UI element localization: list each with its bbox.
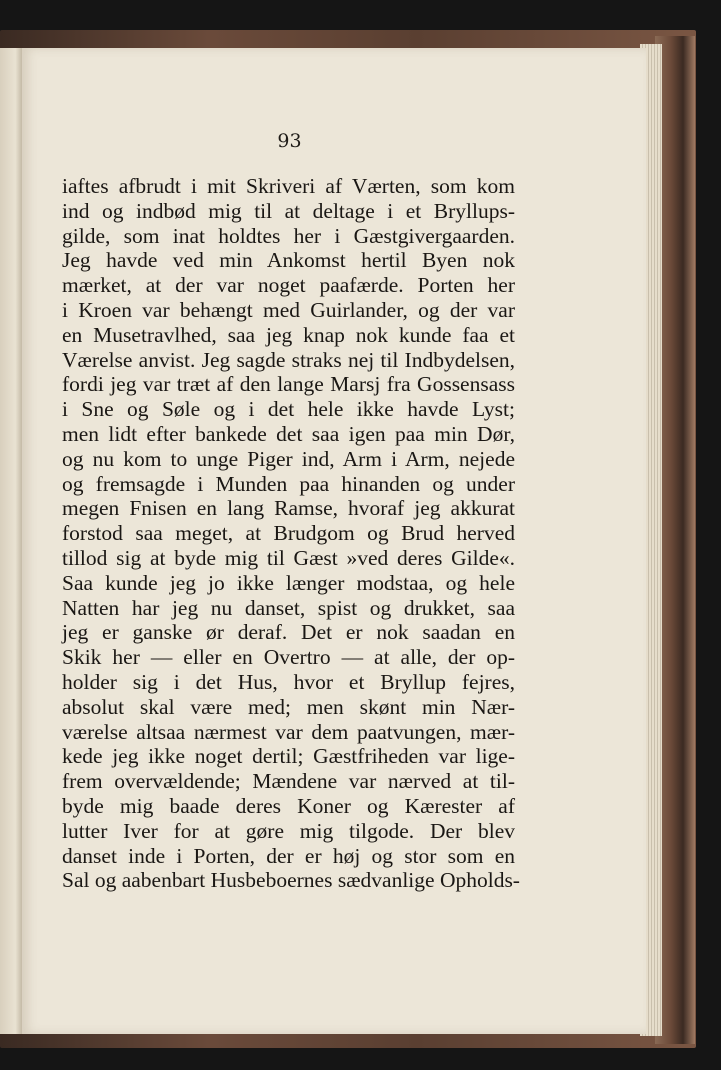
- text-line: Sal og aabenbart Husbeboernes sædvanlige Opholds-: [62, 868, 520, 893]
- text-line: en Musetravlhed, saa jeg knap nok kunde faa et: [62, 322, 515, 347]
- text-line: Natten har jeg nu danset, spist og drukket, saa: [62, 595, 515, 620]
- text-line: gilde, som inat holdtes her i Gæstgivergaarden.: [62, 223, 515, 248]
- text-line: forstod saa meget, at Brudgom og Brud herved: [62, 521, 515, 546]
- text-line: mærket, at der var noget paafærde. Porten her: [62, 273, 515, 298]
- text-line: ind og indbød mig til at deltage i et Bryllups-: [62, 198, 515, 223]
- text-line: Saa kunde jeg jo ikke længer modstaa, og hele: [62, 570, 515, 595]
- text-line: men lidt efter bankede det saa igen paa min Dør,: [62, 421, 515, 446]
- body-text: [62, 174, 520, 893]
- text-line: fordi jeg var træt af den lange Marsj fra Gossensass: [62, 372, 515, 397]
- text-line: og fremsagde i Munden paa hinanden og under: [62, 471, 515, 496]
- left-page-sliver: [0, 48, 22, 1034]
- text-line: og nu kom to unge Piger ind, Arm i Arm, nejede: [62, 446, 515, 471]
- text-line: jeg er ganske ør deraf. Det er nok saadan en: [62, 620, 515, 645]
- text-line: Værelse anvist. Jeg sagde straks nej til Indbydelsen,: [62, 347, 515, 372]
- text-line: værelse altsaa nærmest var dem paatvungen, mær-: [62, 719, 515, 744]
- text-line: danset inde i Porten, der er høj og stor som en: [62, 843, 515, 868]
- text-line: Jeg havde ved min Ankomst hertil Byen nok: [62, 248, 515, 273]
- text-line: kede jeg ikke noget dertil; Gæstfriheden var lige-: [62, 744, 515, 769]
- text-line: tillod sig at byde mig til Gæst »ved deres Gilde«.: [62, 545, 515, 570]
- text-line: holder sig i det Hus, hvor et Bryllup fejres,: [62, 669, 515, 694]
- text-line: Skik her — eller en Overtro — at alle, der op-: [62, 645, 515, 670]
- text-line: absolut skal være med; men skønt min Nær-: [62, 694, 515, 719]
- text-line: i Sne og Søle og i det hele ikke havde Lyst;: [62, 397, 515, 422]
- text-line: iaftes afbrudt i mit Skriveri af Værten, som kom: [62, 174, 515, 198]
- book-page: [22, 48, 646, 1034]
- text-line: frem overvældende; Mændene var nærved at til-: [62, 769, 515, 794]
- text-line: byde mig baade deres Koner og Kærester af: [62, 793, 515, 818]
- text-line: lutter Iver for at gøre mig tilgode. Der blev: [62, 818, 515, 843]
- text-line: i Kroen var behængt med Guirlander, og der var: [62, 297, 515, 322]
- page-number: 93: [277, 130, 302, 152]
- text-line: megen Fnisen en lang Ramse, hvoraf jeg akkurat: [62, 496, 515, 521]
